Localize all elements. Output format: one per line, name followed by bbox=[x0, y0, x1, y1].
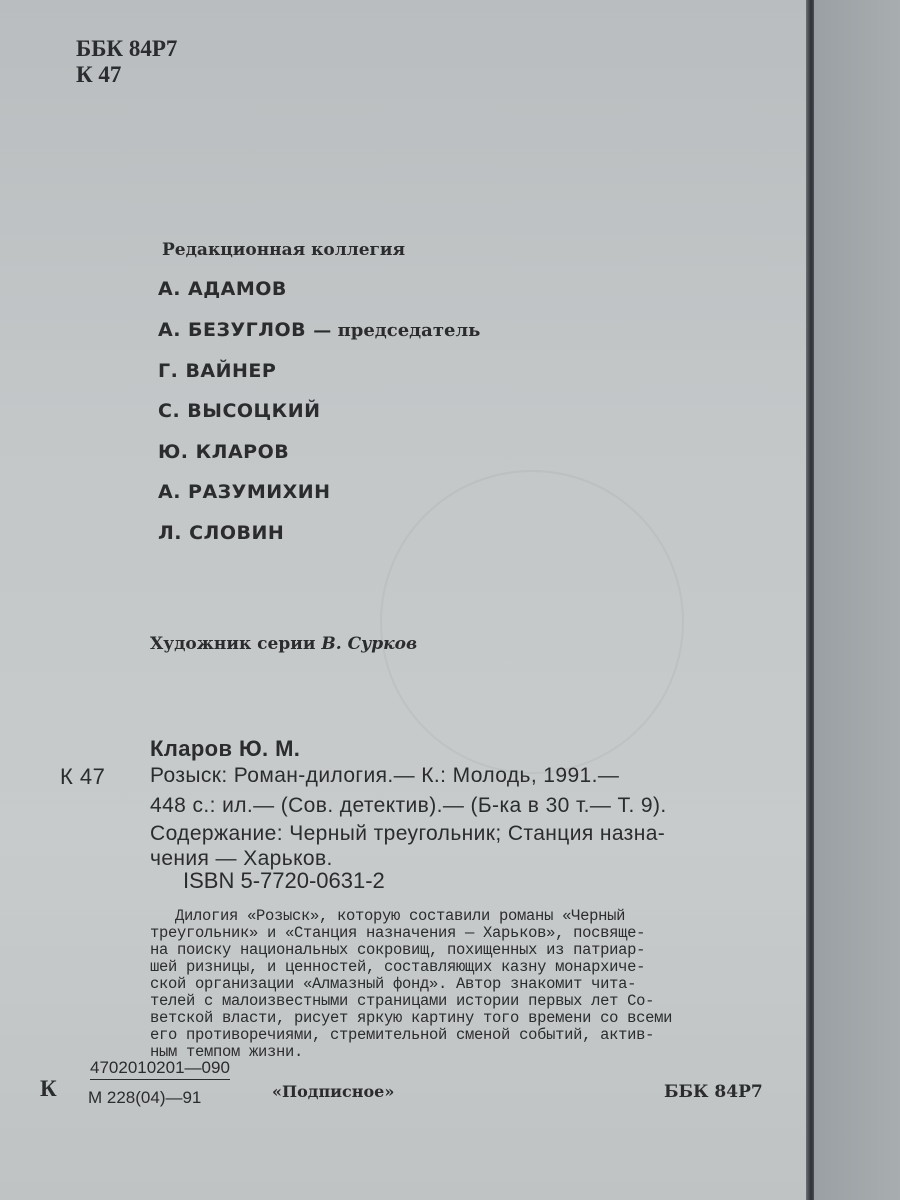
catalog-line: 448 с.: ил.— (Сов. детектив).— (Б-ка в 30 т.— Т. 9). bbox=[150, 794, 667, 817]
board-member: А. БЕЗУГЛОВ — председатель bbox=[158, 319, 481, 341]
board-member: С. ВЫСОЦКИЙ bbox=[158, 400, 321, 422]
annotation-line: Дилогия «Розыск», которую составили романы «Черный bbox=[175, 907, 626, 925]
bleed-through-emblem bbox=[380, 470, 684, 774]
author-mark: К 47 bbox=[76, 62, 122, 87]
catalog-line: Розыск: Роман-дилогия.— К.: Молодь, 1991.— bbox=[150, 764, 620, 787]
board-member-role: — председатель bbox=[313, 320, 481, 341]
board-member: А. АДАМОВ bbox=[158, 278, 287, 300]
annotation-line: ным темпом жизни. bbox=[150, 1043, 304, 1061]
catalog-mark: К 47 bbox=[60, 764, 106, 789]
editorial-board-title: Редакционная коллегия bbox=[162, 240, 406, 260]
footer-code-bottom: М 228(04)—91 bbox=[88, 1088, 202, 1107]
catalog-line: Содержание: Черный треугольник; Станция назна- bbox=[150, 822, 666, 845]
catalog-isbn: ISBN 5-7720-0631-2 bbox=[183, 868, 385, 893]
annotation-line: его противоречиями, стремительной сменой событий, актив- bbox=[150, 1026, 655, 1044]
board-member: Л. СЛОВИН bbox=[158, 522, 285, 544]
annotation-line: ской организации «Алмазный фонд». Автор знакомит чита- bbox=[150, 975, 637, 993]
annotation-line: шей ризницы, и ценностей, составляющих казну монархиче- bbox=[150, 958, 646, 976]
annotation-line: телей с малоизвестными страницами истории первых лет Со- bbox=[150, 992, 655, 1010]
catalog-line: чения — Харьков. bbox=[150, 847, 333, 870]
adjacent-page-edge bbox=[814, 0, 900, 1200]
catalog-author: Кларов Ю. М. bbox=[150, 736, 301, 761]
annotation-line: треугольник» и «Станция назначения — Харьков», посвяще- bbox=[150, 924, 646, 942]
board-member: Ю. КЛАРОВ bbox=[158, 441, 290, 463]
footer-letter: К bbox=[40, 1076, 57, 1101]
artist-name: В. Сурков bbox=[321, 634, 418, 654]
bbk-code: ББК 84Р7 bbox=[76, 36, 178, 61]
series-artist: Художник серии В. Сурков bbox=[150, 634, 418, 654]
footer-bbk: ББК 84Р7 bbox=[664, 1082, 763, 1102]
footer-code-top: 4702010201—090 bbox=[90, 1058, 230, 1080]
annotation-line: на поиску национальных сокровищ, похищенных из патриар- bbox=[150, 941, 646, 959]
board-member: А. РАЗУМИХИН bbox=[158, 481, 331, 503]
annotation-line: ветской власти, рисует яркую картину того времени со всеми bbox=[150, 1009, 673, 1027]
board-member: Г. ВАЙНЕР bbox=[158, 360, 277, 382]
footer-subscription: «Подписное» bbox=[272, 1082, 395, 1101]
